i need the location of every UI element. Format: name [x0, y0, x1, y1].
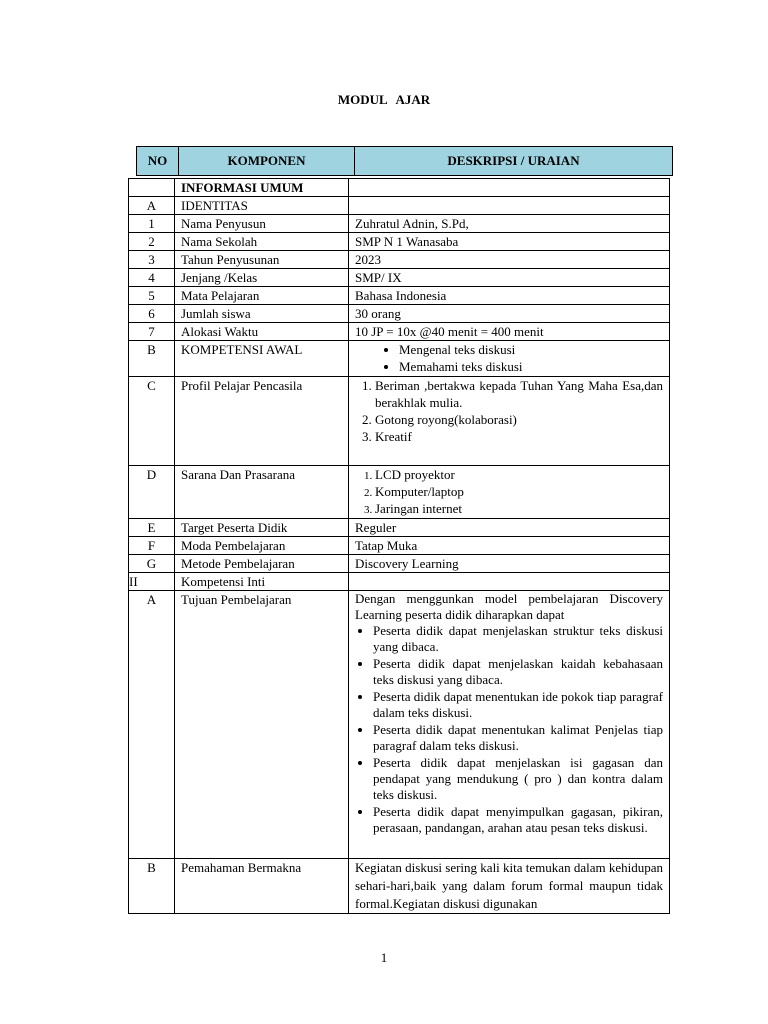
row-value: Bahasa Indonesia	[349, 287, 670, 305]
tujuan-intro: Dengan menggunkan model pembelajaran Discovery Learning peserta didik diharapkan dapat	[355, 591, 663, 622]
table-row	[129, 269, 670, 287]
list-item: • Peserta didik dapat menentukan kalimat Penjelas tiap paragraf dalam teks diskusi.	[373, 722, 663, 754]
section-informasi-umum: INFORMASI UMUM	[175, 179, 349, 197]
table-row	[129, 305, 670, 323]
row-value: 2023	[349, 251, 670, 269]
list-item: • Peserta didik dapat menyimpulkan gagasan, pikiran, perasaan, pandangan, arahan atau pesan teks diskusi.	[373, 804, 663, 836]
table-row	[129, 573, 670, 591]
row-label: Moda Pembelajaran	[175, 537, 349, 555]
row-no: 7	[129, 323, 175, 341]
row-no: 1	[129, 215, 175, 233]
list-item: • Peserta didik dapat menentukan ide pokok tiap paragraf dalam teks diskusi.	[373, 689, 663, 721]
list-item: • Peserta didik dapat menjelaskan struktur teks diskusi yang dibaca.	[373, 623, 663, 655]
profil-pelajar-list	[355, 377, 663, 445]
table-row	[129, 323, 670, 341]
row-value: Reguler	[349, 519, 670, 537]
table-row	[129, 537, 670, 555]
table-row	[129, 179, 670, 197]
table-row	[129, 197, 670, 215]
table-row	[129, 859, 670, 914]
row-no: B	[129, 859, 175, 914]
list-item: 2. Komputer/laptop	[375, 483, 663, 500]
table-row	[129, 341, 670, 377]
header-komponen: KOMPONEN	[179, 147, 355, 175]
document-title: MODUL AJAR	[337, 92, 431, 107]
table-row	[129, 591, 670, 859]
row-no: F	[129, 537, 175, 555]
row-value: Kegiatan diskusi sering kali kita temukan dalam kehidupan sehari-hari,baik yang dalam forum formal maupun tidak formal.Kegiatan diskusi digunakan	[349, 859, 670, 914]
row-label: Alokasi Waktu	[175, 323, 349, 341]
list-item: 3. Jaringan internet	[375, 500, 663, 517]
row-no: 3	[129, 251, 175, 269]
table-row	[129, 233, 670, 251]
tujuan-list	[355, 623, 663, 836]
row-label: Profil Pelajar Pencasila	[175, 377, 349, 466]
list-item: 1. Beriman ,bertakwa kepada Tuhan Yang Maha Esa,dan berakhlak mulia.	[375, 377, 663, 411]
table-row	[129, 377, 670, 466]
row-no: E	[129, 519, 175, 537]
table-row	[129, 519, 670, 537]
page-number: 1	[380, 950, 388, 965]
list-item: 3. Kreatif	[375, 428, 663, 445]
header-no: NO	[137, 147, 179, 175]
row-no: D	[129, 466, 175, 519]
row-no: B	[129, 341, 175, 377]
row-value: Discovery Learning	[349, 555, 670, 573]
row-label: Kompetensi Inti	[175, 573, 349, 591]
row-no: II	[129, 573, 175, 591]
row-value: SMP N 1 Wanasaba	[349, 233, 670, 251]
row-no: 6	[129, 305, 175, 323]
row-label: Tujuan Pembelajaran	[175, 591, 349, 859]
list-item: • Peserta didik dapat menjelaskan isi gagasan dan pendapat yang mendukung ( pro ) dan kontra dalam teks diskusi.	[373, 755, 663, 803]
row-label: Metode Pembelajaran	[175, 555, 349, 573]
table-row	[129, 466, 670, 519]
row-no: 4	[129, 269, 175, 287]
list-item: 2. Gotong royong(kolaborasi)	[375, 411, 663, 428]
row-label: Sarana Dan Prasarana	[175, 466, 349, 519]
row-value: 10 JP = 10x @40 menit = 400 menit	[349, 323, 670, 341]
row-label: Mata Pelajaran	[175, 287, 349, 305]
table-row	[129, 251, 670, 269]
row-label: Tahun Penyusunan	[175, 251, 349, 269]
row-label: KOMPETENSI AWAL	[175, 341, 349, 377]
row-no: G	[129, 555, 175, 573]
row-label: Jumlah siswa	[175, 305, 349, 323]
kompetensi-awal-list	[355, 341, 663, 375]
table-row	[129, 287, 670, 305]
row-value: Zuhratul Adnin, S.Pd,	[349, 215, 670, 233]
row-no: A	[129, 591, 175, 859]
row-label: IDENTITAS	[175, 197, 349, 215]
row-no: A	[129, 197, 175, 215]
list-item: • Mengenal teks diskusi	[399, 341, 663, 358]
module-table	[128, 178, 670, 914]
table-row	[129, 555, 670, 573]
table-header	[136, 146, 673, 176]
row-no: 2	[129, 233, 175, 251]
row-value: Tatap Muka	[349, 537, 670, 555]
row-label: Pemahaman Bermakna	[175, 859, 349, 914]
row-label: Target Peserta Didik	[175, 519, 349, 537]
list-item: 1. LCD proyektor	[375, 466, 663, 483]
list-item: • Memahami teks diskusi	[399, 358, 663, 375]
row-label: Jenjang /Kelas	[175, 269, 349, 287]
row-no: 5	[129, 287, 175, 305]
row-value: 30 orang	[349, 305, 670, 323]
table-row	[129, 215, 670, 233]
header-deskripsi: DESKRIPSI / URAIAN	[447, 153, 580, 168]
row-label: Nama Penyusun	[175, 215, 349, 233]
list-item: • Peserta didik dapat menjelaskan kaidah kebahasaan teks diskusi yang dibaca.	[373, 656, 663, 688]
row-no: C	[129, 377, 175, 466]
sarana-list	[355, 466, 663, 517]
row-value: SMP/ IX	[349, 269, 670, 287]
row-label: Nama Sekolah	[175, 233, 349, 251]
